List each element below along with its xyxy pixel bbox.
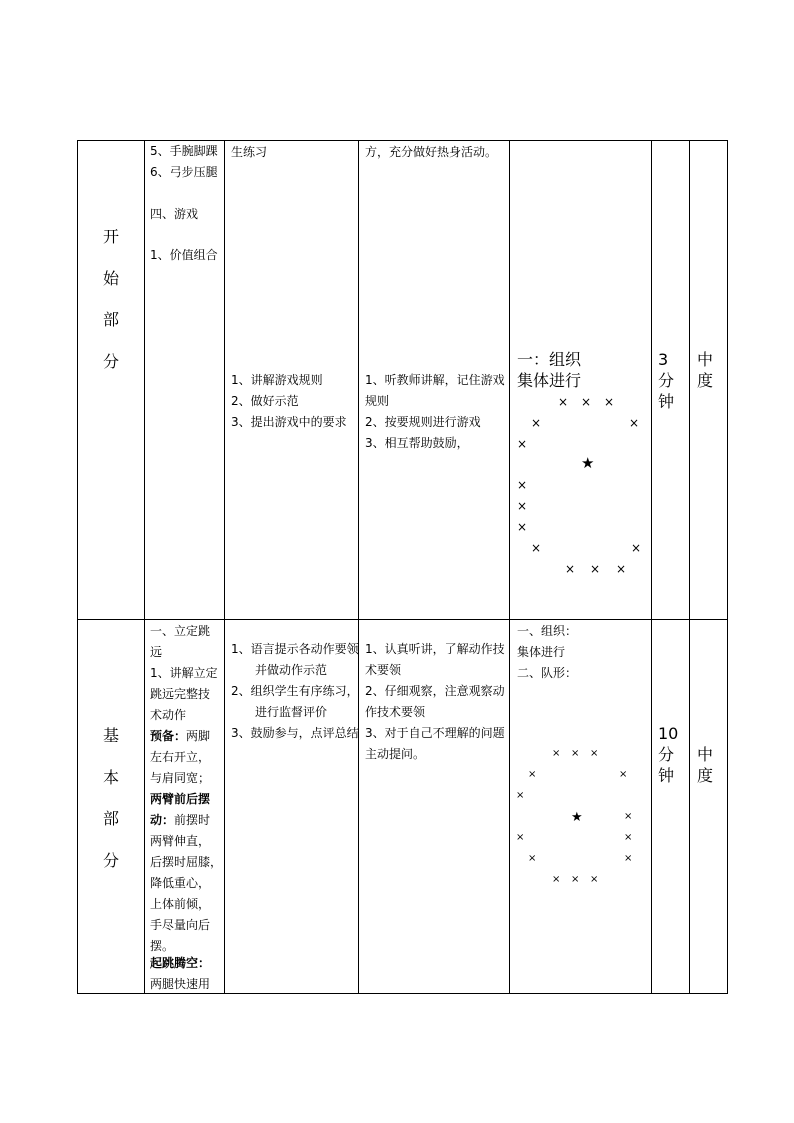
content-line: 左右开立， [150,750,211,764]
teacher-step: 2、做好示范 [231,394,299,408]
student-marker: × [590,874,599,885]
prep-line [150,726,210,747]
jump-label: 起跳腾空： [150,956,211,970]
student-step: 规则 [365,394,390,408]
section-char: 始 [102,268,119,288]
content-line: 摆。 [150,939,175,953]
col-divider [224,141,225,993]
student-marker: × [581,395,592,409]
swing-label-cont: 动： [150,813,175,827]
section-label-basic [78,715,144,881]
student-step: 2、按要规则进行游戏 [365,415,481,429]
intensity-label: 度 [697,766,714,785]
swing-label: 两臂前后摆 [150,792,211,806]
swing-text: 前摆时 [174,813,211,827]
student-marker: × [590,562,601,576]
student-marker: × [528,769,537,780]
student-step: 1、听教师讲解，记住游戏 [365,373,505,387]
section-char: 开 [102,227,119,246]
teacher-step: 1、讲解游戏规则 [231,373,323,387]
teacher-star-icon: ★ [581,454,595,472]
student-marker: × [517,437,528,451]
section-char: 分 [102,850,119,870]
student-step: 3、相互帮助鼓励， [365,436,469,450]
content-line: 跳远完整技 [150,687,211,701]
duration-unit: 分 [658,745,675,764]
student-marker: × [604,395,615,409]
student-marker: × [516,832,525,843]
student-marker: × [619,769,628,780]
content-line: 远 [150,645,163,659]
section-char: 本 [102,767,119,787]
student-marker: × [616,562,627,576]
content-line: 5、手腕脚踝 [150,144,218,158]
prep-label: 预备： [150,729,187,743]
student-marker: × [571,874,580,885]
section-char: 部 [102,809,119,828]
intensity-label: 中 [697,350,714,369]
teacher-step: 1、语言提示各动作要领 [231,642,359,656]
organization-line: 二、队形： [517,666,578,680]
student-marker: × [552,874,561,885]
teacher-step: 进行监督评价 [255,705,328,719]
student-step: 1、认真听讲，了解动作技 [365,642,505,656]
content-line: 6、弓步压腿 [150,165,218,179]
student-marker: × [558,395,569,409]
student-marker: × [517,520,528,534]
duration-unit: 钟 [658,766,675,785]
organization-subtitle: 集体进行 [517,371,582,390]
intensity-label: 度 [697,371,714,390]
duration-unit: 钟 [658,392,675,411]
student-marker: × [531,416,542,430]
student-marker: × [531,541,542,555]
teacher-step: 3、提出游戏中的要求 [231,415,347,429]
duration-unit: 分 [658,371,675,390]
student-step: 3、对于自己不理解的问题 [365,726,505,740]
row-divider [78,619,727,620]
content-line: 后摆时屈膝， [150,855,223,869]
intensity-label: 中 [697,745,714,764]
col-divider [651,141,652,993]
organization-line: 一、组织： [517,624,578,638]
organization-title: 一：组织 [517,350,582,369]
duration-value: 3 [658,350,669,369]
content-line: 一、立定跳 [150,624,211,638]
col-divider [144,141,145,993]
student-marker: × [631,541,642,555]
section-label-opening [78,216,144,382]
student-step: 2、仔细观察，注意观察动 [365,684,505,698]
section-char: 分 [102,351,119,371]
student-activity: 方，充分做好热身活动。 [365,145,498,159]
section-char: 部 [102,310,119,329]
student-marker: × [624,811,633,822]
col-divider [358,141,359,993]
student-marker: × [629,416,640,430]
content-line: 与肩同宽； [150,771,211,785]
student-marker: × [528,853,537,864]
col-divider [509,141,510,993]
content-line: 手尽量向后 [150,918,211,932]
student-marker: × [517,499,528,513]
organization-line: 集体进行 [517,645,566,659]
student-step: 术要领 [365,663,402,677]
student-marker: × [517,478,528,492]
student-marker: × [624,853,633,864]
student-marker: × [565,562,576,576]
student-step: 主动提问。 [365,747,426,761]
content-line: 两腿快速用 [150,977,211,991]
student-step: 作技术要领 [365,705,426,719]
teacher-step: 2、组织学生有序练习， [231,684,359,698]
student-marker: × [552,748,561,759]
prep-text: 两脚 [186,729,211,743]
content-line: 1、讲解立定 [150,666,218,680]
duration-value: 10 [658,724,679,743]
content-line: 四、游戏 [150,207,199,221]
teacher-activity: 生练习 [231,145,268,159]
teacher-step: 并做动作示范 [255,663,328,677]
content-line: 1、价值组合 [150,248,218,262]
student-marker: × [571,748,580,759]
swing-line [150,810,210,831]
content-line: 上体前倾， [150,897,211,911]
student-marker: × [624,832,633,843]
teacher-step: 3、鼓励参与，点评总结 [231,726,359,740]
content-line: 术动作 [150,708,187,722]
content-line: 两臂伸直， [150,834,211,848]
student-marker: × [590,748,599,759]
teacher-star-icon: ★ [571,810,583,825]
student-marker: × [516,790,525,801]
lesson-plan-table [77,140,728,994]
col-divider [689,141,690,993]
section-char: 基 [102,726,119,745]
content-line: 降低重心， [150,876,211,890]
